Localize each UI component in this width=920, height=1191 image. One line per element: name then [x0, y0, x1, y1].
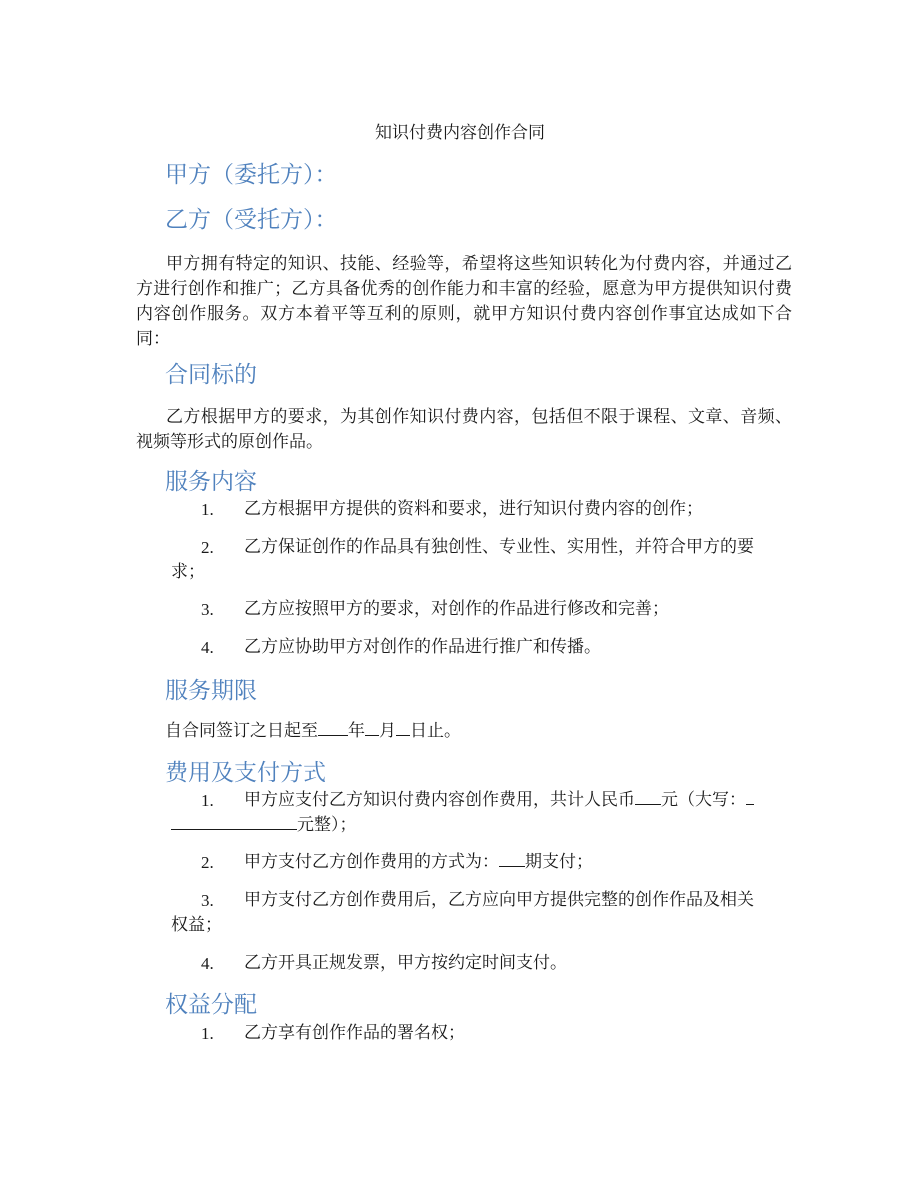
term-prefix: 自合同签订之日起至 [165, 721, 318, 741]
list-number: 3. [201, 600, 214, 619]
payment-method-prefix: 甲方支付乙方创作费用的方式为： [244, 852, 499, 872]
term-paragraph [165, 719, 785, 744]
preamble-paragraph: 甲方拥有特定的知识、技能、经验等，希望将这些知识转化为付费内容，并通过乙方进行创作和推广；乙方具备优秀的创作能力和丰富的经验，愿意为甲方提供知识付费内容创作服务。双方本着平等互利的原则，就甲方知识付费内容创作事宜达成如下合同： [136, 254, 792, 349]
amount-words-blank[interactable] [171, 814, 297, 830]
services-item-2 [165, 535, 790, 585]
payment-amount-mid: 元（大写： [661, 790, 746, 810]
year-blank[interactable] [318, 720, 348, 736]
services-item-1 [165, 497, 790, 522]
list-item-text [165, 850, 790, 875]
services-item-3 [165, 597, 790, 622]
list-number: 2. [201, 853, 214, 872]
term-suffix: 日止。 [410, 721, 461, 741]
list-item-text: 乙方享有创作作品的署名权； [244, 1023, 465, 1043]
payment-item-1 [165, 788, 790, 838]
amount-blank[interactable] [635, 789, 661, 805]
list-item-text: 乙方保证创作的作品具有独创性、专业性、实用性，并符合甲方的要 [244, 537, 754, 557]
list-number: 1. [201, 500, 214, 519]
month-blank[interactable] [365, 720, 379, 736]
list-item-text: 乙方应协助甲方对创作的作品进行推广和传播。 [244, 637, 601, 657]
amount-words-blank-start[interactable] [746, 789, 754, 805]
list-number: 1. [201, 791, 214, 810]
list-number: 4. [201, 638, 214, 657]
term-month-label: 月 [379, 721, 396, 741]
section-heading-term: 服务期限 [165, 678, 257, 704]
list-item-text: 乙方根据甲方提供的资料和要求，进行知识付费内容的创作； [244, 499, 703, 519]
list-item-continuation [165, 813, 790, 838]
section-heading-rights: 权益分配 [165, 992, 257, 1018]
subject-paragraph: 乙方根据甲方的要求，为其创作知识付费内容，包括但不限于课程、文章、音频、视频等形式的原创作品。 [136, 407, 792, 452]
list-number: 2. [201, 538, 214, 557]
services-item-4 [165, 635, 790, 660]
section-heading-payment: 费用及支付方式 [165, 760, 326, 786]
list-item-text: 乙方开具正规发票，甲方按约定时间支付。 [244, 953, 567, 973]
document-title: 知识付费内容创作合同 [375, 123, 545, 143]
payment-method-suffix: 期支付； [525, 852, 593, 872]
installments-blank[interactable] [499, 851, 525, 867]
section-heading-services: 服务内容 [165, 469, 257, 495]
section-heading-subject: 合同标的 [165, 362, 257, 388]
payment-amount-tail: 元整）； [297, 815, 357, 835]
payment-item-4 [165, 951, 790, 976]
list-number: 3. [201, 891, 214, 910]
list-number: 4. [201, 954, 214, 973]
party-a-heading: 甲方（委托方）： [165, 162, 338, 188]
list-item-continuation: 权益； [171, 915, 222, 935]
list-number: 1. [201, 1024, 214, 1043]
party-b-heading: 乙方（受托方）： [165, 207, 338, 233]
list-item-continuation: 求； [171, 562, 205, 582]
payment-item-2 [165, 850, 790, 875]
payment-amount-prefix: 甲方应支付乙方知识付费内容创作费用，共计人民币 [244, 790, 635, 810]
day-blank[interactable] [396, 720, 410, 736]
list-item-text: 甲方支付乙方创作费用后，乙方应向甲方提供完整的创作作品及相关 [244, 890, 754, 910]
list-item-text: 乙方应按照甲方的要求，对创作的作品进行修改和完善； [244, 599, 669, 619]
rights-item-1 [165, 1021, 790, 1046]
term-year-label: 年 [348, 721, 365, 741]
payment-item-3 [165, 888, 790, 938]
list-item-text [165, 788, 790, 813]
